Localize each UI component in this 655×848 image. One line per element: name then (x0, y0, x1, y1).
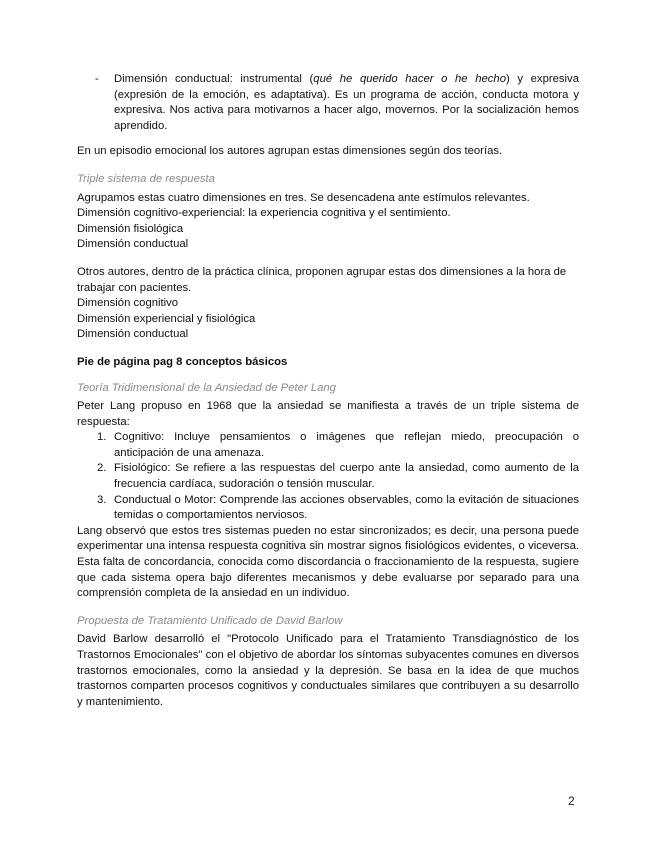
triple-line: Dimensión fisiológica (77, 222, 184, 235)
list-item (77, 430, 579, 461)
list-item-text: Conductual o Motor: Comprende las acciones observables, como la evitación de situaciones temidas o comportamientos nerviosos. (114, 493, 579, 522)
list-number: 1. (97, 431, 107, 444)
bullet-text-prefix: Dimensión conductual: instrumental ( (114, 73, 314, 85)
triple-line: Dimensión cognitivo-experiencial: la experiencia cognitiva y el sentimiento. (77, 207, 451, 220)
lang-conclusion: Lang observó que estos tres sistemas pueden no estar sincronizados; es decir, una persona puede experimentar una intensa respuesta cognitiva sin mostrar signos fisiológicos evidentes, o viceversa. Esta falta de concordancia, conocida como discordancia o fraccionamiento de la respuesta, sugiere que cada sistema opera bajo diferentes mecanismos y debe evaluarse por separado para una comprensión completa de la ansiedad en un individuo. (77, 524, 579, 600)
list-item-text: Cognitivo: Incluye pensamientos o imágenes que reflejan miedo, preocupación o anticipación de una amenaza. (114, 431, 579, 459)
list-item (77, 461, 579, 492)
bullet-text-italic: qué he querido hacer o he hecho (313, 73, 506, 85)
clinical-line: Dimensión cognitivo (77, 297, 179, 310)
list-number: 2. (97, 462, 107, 475)
intro-paragraph: En un episodio emocional los autores agrupan estas dimensiones según dos teorías. (77, 145, 503, 158)
barlow-heading: Propuesta de Tratamiento Unificado de David Barlow (77, 614, 343, 627)
list-number: 3. (97, 493, 107, 506)
footer-heading: Pie de página pag 8 conceptos básicos (77, 355, 288, 368)
page-number: 2 (568, 794, 575, 808)
clinical-paragraph: Otros autores, dentro de la práctica clínica, proponen agrupar estas dos dimensiones a la hora de trabajar con pacientes. (77, 265, 567, 294)
clinical-line: Dimensión experiencial y fisiológica (77, 312, 256, 325)
clinical-line: Dimensión conductual (77, 328, 189, 341)
list-item (77, 493, 579, 524)
lang-intro: Peter Lang propuso en 1968 que la ansiedad se manifiesta a través de un triple sistema de respuesta: (77, 400, 579, 428)
dimension-bullet-list (77, 72, 579, 134)
list-item-text: Fisiológico: Se refiere a las respuestas del cuerpo ante la ansiedad, como aumento de la frecuencia cardíaca, sudoración o tensión muscular. (114, 462, 579, 491)
bullet-marker: - (95, 73, 99, 85)
bullet-text-suffix: ) y expresiva (expresión de la emoción, es adaptativa). Es un programa de acción, conducta motora y expresiva. Nos activa para motivarnos a hacer algo, movernos. Por la socialización hemos aprendido. (114, 73, 579, 132)
triple-line: Dimensión conductual (77, 238, 189, 251)
page-content (77, 72, 579, 710)
lang-heading: Teoría Tridimensional de la Ansiedad de Peter Lang (77, 381, 336, 394)
barlow-paragraph: David Barlow desarrolló el "Protocolo Unificado para el Tratamiento Transdiagnóstico de los Trastornos Emocionales" con el objetivo de abordar los síntomas subyacentes comunes en diversos trastornos emocionales, como la ansiedad y la depresión. Se basa en la idea de que muchos trastornos comparten procesos cognitivos y conductuales similares que contribuyen a su desarrollo y mantenimiento. (77, 633, 579, 708)
triple-line: Agrupamos estas cuatro dimensiones en tres. Se desencadena ante estímulos relevantes. (77, 191, 530, 204)
lang-numbered-list (77, 430, 579, 524)
list-item (77, 72, 579, 134)
triple-system-heading: Triple sistema de respuesta (77, 172, 215, 185)
